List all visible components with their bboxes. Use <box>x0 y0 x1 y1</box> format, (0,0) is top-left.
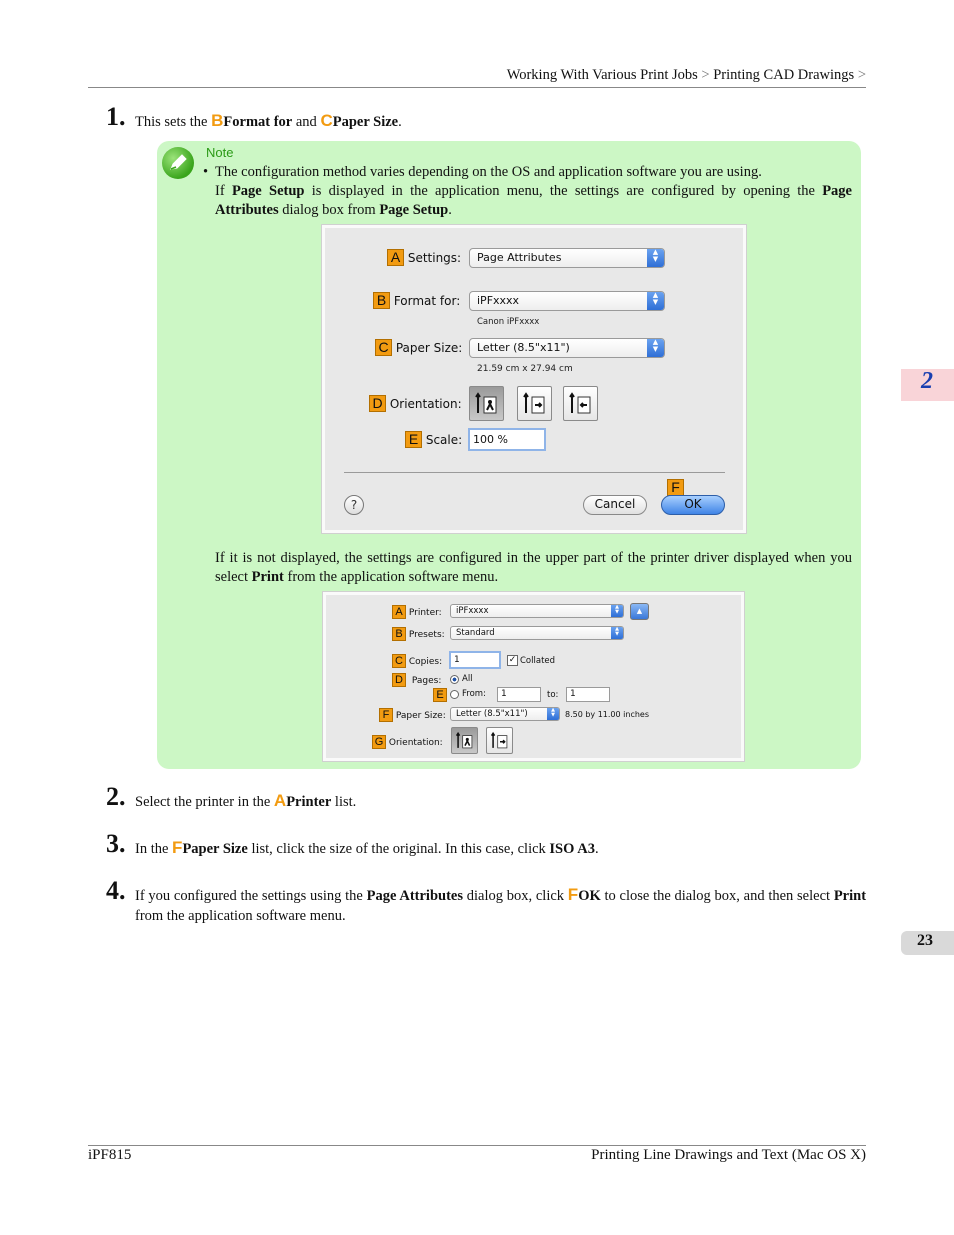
label: Copies: <box>408 657 443 667</box>
popup-arrows-icon: ▲ ▼ <box>611 605 623 617</box>
breadcrumb-separator: > <box>701 67 710 83</box>
label: Orientation: <box>389 397 462 411</box>
presets-row-label <box>392 627 445 641</box>
callout-badge: F <box>667 479 684 496</box>
note-text: If it is not displayed, the settings are configured in the upper part of the printer driver displayed when you select <box>215 550 852 585</box>
format-for-popup[interactable] <box>469 291 665 311</box>
from-label: From: <box>462 689 486 699</box>
label: Scale: <box>425 433 463 447</box>
pencil-icon <box>162 147 194 179</box>
step-text-part: . <box>398 114 402 130</box>
breadcrumb-item[interactable]: Working With Various Print Jobs <box>506 67 698 83</box>
label: Printer: <box>408 608 442 618</box>
label: Pages: <box>411 676 442 686</box>
callout-badge: D <box>392 673 406 687</box>
callout-badge: A <box>392 605 406 619</box>
help-button[interactable]: ? <box>344 495 364 515</box>
step-text <box>135 838 599 859</box>
popup-value: Page Attributes <box>477 251 562 264</box>
callout-badge: A <box>273 791 287 810</box>
chapter-number: 2 <box>921 368 933 394</box>
label: Format for: <box>393 294 461 308</box>
note-text: dialog box from <box>278 202 380 218</box>
pages-range-radio[interactable] <box>450 690 459 699</box>
print-dialog <box>323 592 744 761</box>
step-bold: Paper Size <box>182 841 248 857</box>
from-callout <box>433 688 447 702</box>
scale-input[interactable]: 100 % <box>468 428 546 451</box>
step-text <box>135 111 402 132</box>
expand-dialog-button[interactable] <box>630 603 649 620</box>
dialog-divider <box>344 472 725 473</box>
landscape-icon <box>522 391 548 417</box>
callout-badge: G <box>372 735 386 749</box>
callout-badge: C <box>392 654 406 668</box>
note-label: Note <box>206 145 234 160</box>
landscape-icon <box>490 731 510 751</box>
landscape-orientation-button[interactable] <box>517 386 552 421</box>
page-number-tab <box>901 931 954 955</box>
callout-badge: B <box>211 111 224 130</box>
page-attributes-dialog <box>322 225 746 533</box>
footer-model: iPF815 <box>88 1147 132 1163</box>
chapter-tab[interactable] <box>901 369 954 401</box>
note-bold: Page Setup <box>379 202 449 218</box>
popup-arrows-icon: ▲ ▼ <box>647 249 664 267</box>
step-text-part: This sets the <box>135 114 212 130</box>
step-bold: ISO A3 <box>549 841 595 857</box>
step-bold: Format for <box>223 114 293 130</box>
portrait-icon <box>455 731 475 751</box>
settings-row-label <box>387 249 461 266</box>
step-number: 3. <box>106 829 126 858</box>
format-subtext: Canon iPFxxxx <box>477 317 540 327</box>
step-text-part: . <box>594 841 599 857</box>
orientation-row-label <box>369 395 462 412</box>
callout-badge: E <box>405 431 422 448</box>
scale-row-label <box>405 431 462 448</box>
page-number: 23 <box>917 932 933 949</box>
step-text-part: Select the printer in the <box>135 794 274 810</box>
step-bold: Paper Size <box>332 114 399 130</box>
step-bold: Page Attributes <box>366 888 463 904</box>
note-paragraph <box>215 163 852 220</box>
breadcrumb-separator: > <box>857 67 866 83</box>
callout-badge: F <box>379 708 393 722</box>
cancel-button[interactable]: Cancel <box>583 495 647 515</box>
format-row-label <box>373 292 460 309</box>
popup-value: iPFxxxx <box>477 294 520 307</box>
step-text-part: from the application software menu. <box>135 908 346 924</box>
to-label: to: <box>547 690 559 700</box>
step-text-part: dialog box, click <box>463 888 568 904</box>
step-number: 1. <box>106 102 126 131</box>
step-number: 2. <box>106 782 126 811</box>
collated-label: Collated <box>520 656 556 666</box>
note-text: from the application software menu. <box>283 569 499 585</box>
paper-size-subtext: 21.59 cm x 27.94 cm <box>477 364 573 374</box>
callout-badge: F <box>567 885 579 904</box>
note-text: . <box>448 202 452 218</box>
callout-badge: C <box>320 111 333 130</box>
label: Presets: <box>408 630 445 640</box>
label: Settings: <box>407 251 462 265</box>
portrait-orientation-button[interactable] <box>469 386 504 421</box>
note-bold: Page Attributes <box>215 183 852 218</box>
popup-value: Standard <box>456 628 495 638</box>
disclosure-up-icon: ▲ <box>636 607 643 615</box>
reverse-landscape-orientation-button[interactable] <box>563 386 598 421</box>
popup-value: Letter (8.5"x11") <box>477 341 570 354</box>
step-text-part: to close the dialog box, and then select <box>600 888 834 904</box>
callout-badge: A <box>387 249 404 266</box>
popup-arrows-icon: ▲ ▼ <box>647 339 664 357</box>
ok-callout <box>667 477 684 496</box>
header-divider <box>88 87 866 88</box>
ok-button[interactable]: OK <box>661 495 725 515</box>
paper-size-row-label <box>379 708 446 722</box>
step-bold: OK <box>578 888 601 904</box>
note-text: is displayed in the application menu, the settings are configured by opening the <box>304 183 823 199</box>
note-bold: Page Setup <box>231 183 305 199</box>
portrait-orientation-button[interactable] <box>451 727 478 754</box>
printer-popup[interactable] <box>450 604 624 618</box>
step-number: 4. <box>106 876 126 905</box>
copies-input[interactable]: 1 <box>449 651 501 669</box>
paper-dimensions: 8.50 by 11.00 inches <box>565 710 650 719</box>
step-text-part: In the <box>135 841 173 857</box>
reverse-landscape-icon <box>568 391 594 417</box>
footer-section-title: Printing Line Drawings and Text (Mac OS X) <box>591 1147 866 1163</box>
note-text: The configuration method varies depending on the OS and application software you are using. <box>215 164 762 180</box>
popup-arrows-icon: ▲ ▼ <box>647 292 664 310</box>
breadcrumb <box>507 67 866 84</box>
pages-row-label <box>392 673 441 687</box>
presets-popup[interactable] <box>450 626 624 640</box>
landscape-orientation-button[interactable] <box>486 727 513 754</box>
to-page-input[interactable]: 1 <box>566 687 610 702</box>
step-bold: Printer <box>286 794 332 810</box>
note-paragraph <box>215 549 852 587</box>
callout-badge: B <box>392 627 406 641</box>
popup-value: Letter (8.5"x11") <box>456 709 528 719</box>
portrait-icon <box>474 391 500 417</box>
note-bold: Print <box>251 569 284 585</box>
step-text-part: list, click the size of the original. In this case, click <box>247 841 550 857</box>
step-text-part: list. <box>331 794 357 810</box>
callout-badge: B <box>373 292 390 309</box>
note-text: If <box>215 183 232 199</box>
popup-value: iPFxxxx <box>456 606 489 616</box>
breadcrumb-item[interactable]: Printing CAD Drawings <box>713 67 855 83</box>
paper-size-row-label <box>375 339 462 356</box>
step-text-part: If you configured the settings using the <box>135 888 367 904</box>
callout-badge: E <box>433 688 447 702</box>
label: Paper Size: <box>395 341 463 355</box>
popup-arrows-icon: ▲ ▼ <box>547 708 559 720</box>
pages-all-radio[interactable] <box>450 675 459 684</box>
step-text-part: and <box>292 114 321 130</box>
callout-badge: F <box>172 838 183 857</box>
callout-badge: D <box>369 395 386 412</box>
step-text <box>135 791 356 812</box>
printer-row-label <box>392 605 442 619</box>
paper-size-popup[interactable] <box>469 338 665 358</box>
orientation-row-label <box>372 735 443 749</box>
settings-popup[interactable] <box>469 248 665 268</box>
popup-arrows-icon: ▲ ▼ <box>611 627 623 639</box>
label: Orientation: <box>388 738 443 748</box>
paper-size-popup[interactable] <box>450 707 560 721</box>
footer-divider <box>88 1145 866 1146</box>
step-bold: Print <box>833 888 867 904</box>
collated-checkbox[interactable]: ✓ <box>508 655 517 665</box>
step-text <box>135 885 866 926</box>
all-label: All <box>462 674 473 684</box>
label: Paper Size: <box>395 711 446 721</box>
from-page-input[interactable]: 1 <box>497 687 541 702</box>
note-bullet: • <box>203 164 209 180</box>
copies-row-label <box>392 654 442 668</box>
callout-badge: C <box>375 339 392 356</box>
